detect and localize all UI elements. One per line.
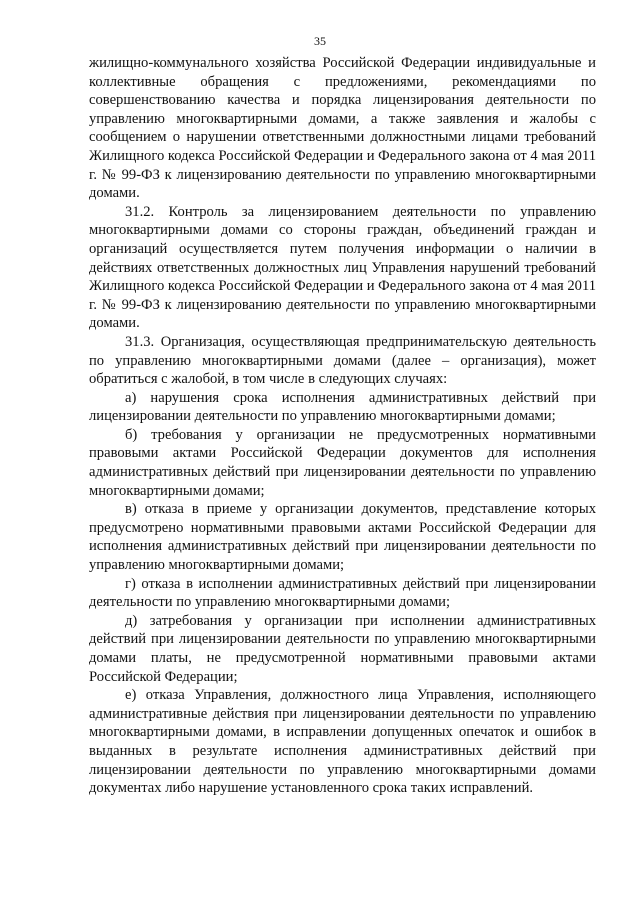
paragraph-continuation: жилищно-коммунального хозяйства Российской Федерации индивидуальные и коллективные обращения с предложениями, рекомендациями по совершенствованию качества и порядка лицензирования деятельности по управлению многоквартирными домами, а также заявления и жалобы с сообщением о нарушении ответственными должностными лицами требований Жилищного кодекса Российской Федерации и Федерального закона от 4 мая 2011 г. № 99-ФЗ к лицензированию деятельности по управлению многоквартирными домами. (89, 55, 596, 202)
document-body (89, 54, 596, 798)
list-item-g: г) отказа в исполнении административных действий при лицензировании деятельности по управлению многоквартирными домами; (89, 575, 596, 611)
list-item-a: а) нарушения срока исполнения административных действий при лицензировании деятельности по управлению многоквартирными домами; (89, 389, 596, 425)
list-item-v: в) отказа в приеме у организации документов, представление которых предусмотрено нормативными правовыми актами Российской Федерации для исполнения административных действий при лицензировании деятельности по управлению многоквартирными домами; (89, 501, 596, 574)
page-number: 35 (314, 34, 326, 48)
paragraph-31-3: 31.3. Организация, осуществляющая предпринимательскую деятельность по управлению многоквартирными домами (далее – организация), может обратиться с жалобой, в том числе в следующих случаях: (89, 333, 596, 388)
list-item-b: б) требования у организации не предусмотренных нормативными правовыми актами Российской Федерации документов для исполнения административных действий при лицензировании деятельности по управлению многоквартирными домами; (89, 426, 596, 499)
list-item-e: е) отказа Управления, должностного лица Управления, исполняющего административные действия при лицензировании деятельности по управлению многоквартирными домами, в исправлении допущенных опечаток и ошибок в выданных в результате исполнения административных действий при лицензировании деятельности по управлению многоквартирными домами документах либо нарушение установленного срока таких исправлений. (89, 687, 596, 797)
paragraph-31-2: 31.2. Контроль за лицензированием деятельности по управлению многоквартирными домами со стороны граждан, объединений граждан и организаций осуществляется путем получения информации о наличии в действиях ответственных должностных лиц Управления нарушений требований Жилищного кодекса Российской Федерации и Федерального закона от 4 мая 2011 г. № 99-ФЗ к лицензированию деятельности по управлению многоквартирными домами. (89, 203, 596, 332)
list-item-d: д) затребования у организации при исполнении административных действий при лицензировании деятельности по управлению многоквартирными домами платы, не предусмотренной нормативными правовыми актами Российской Федерации; (89, 612, 596, 685)
